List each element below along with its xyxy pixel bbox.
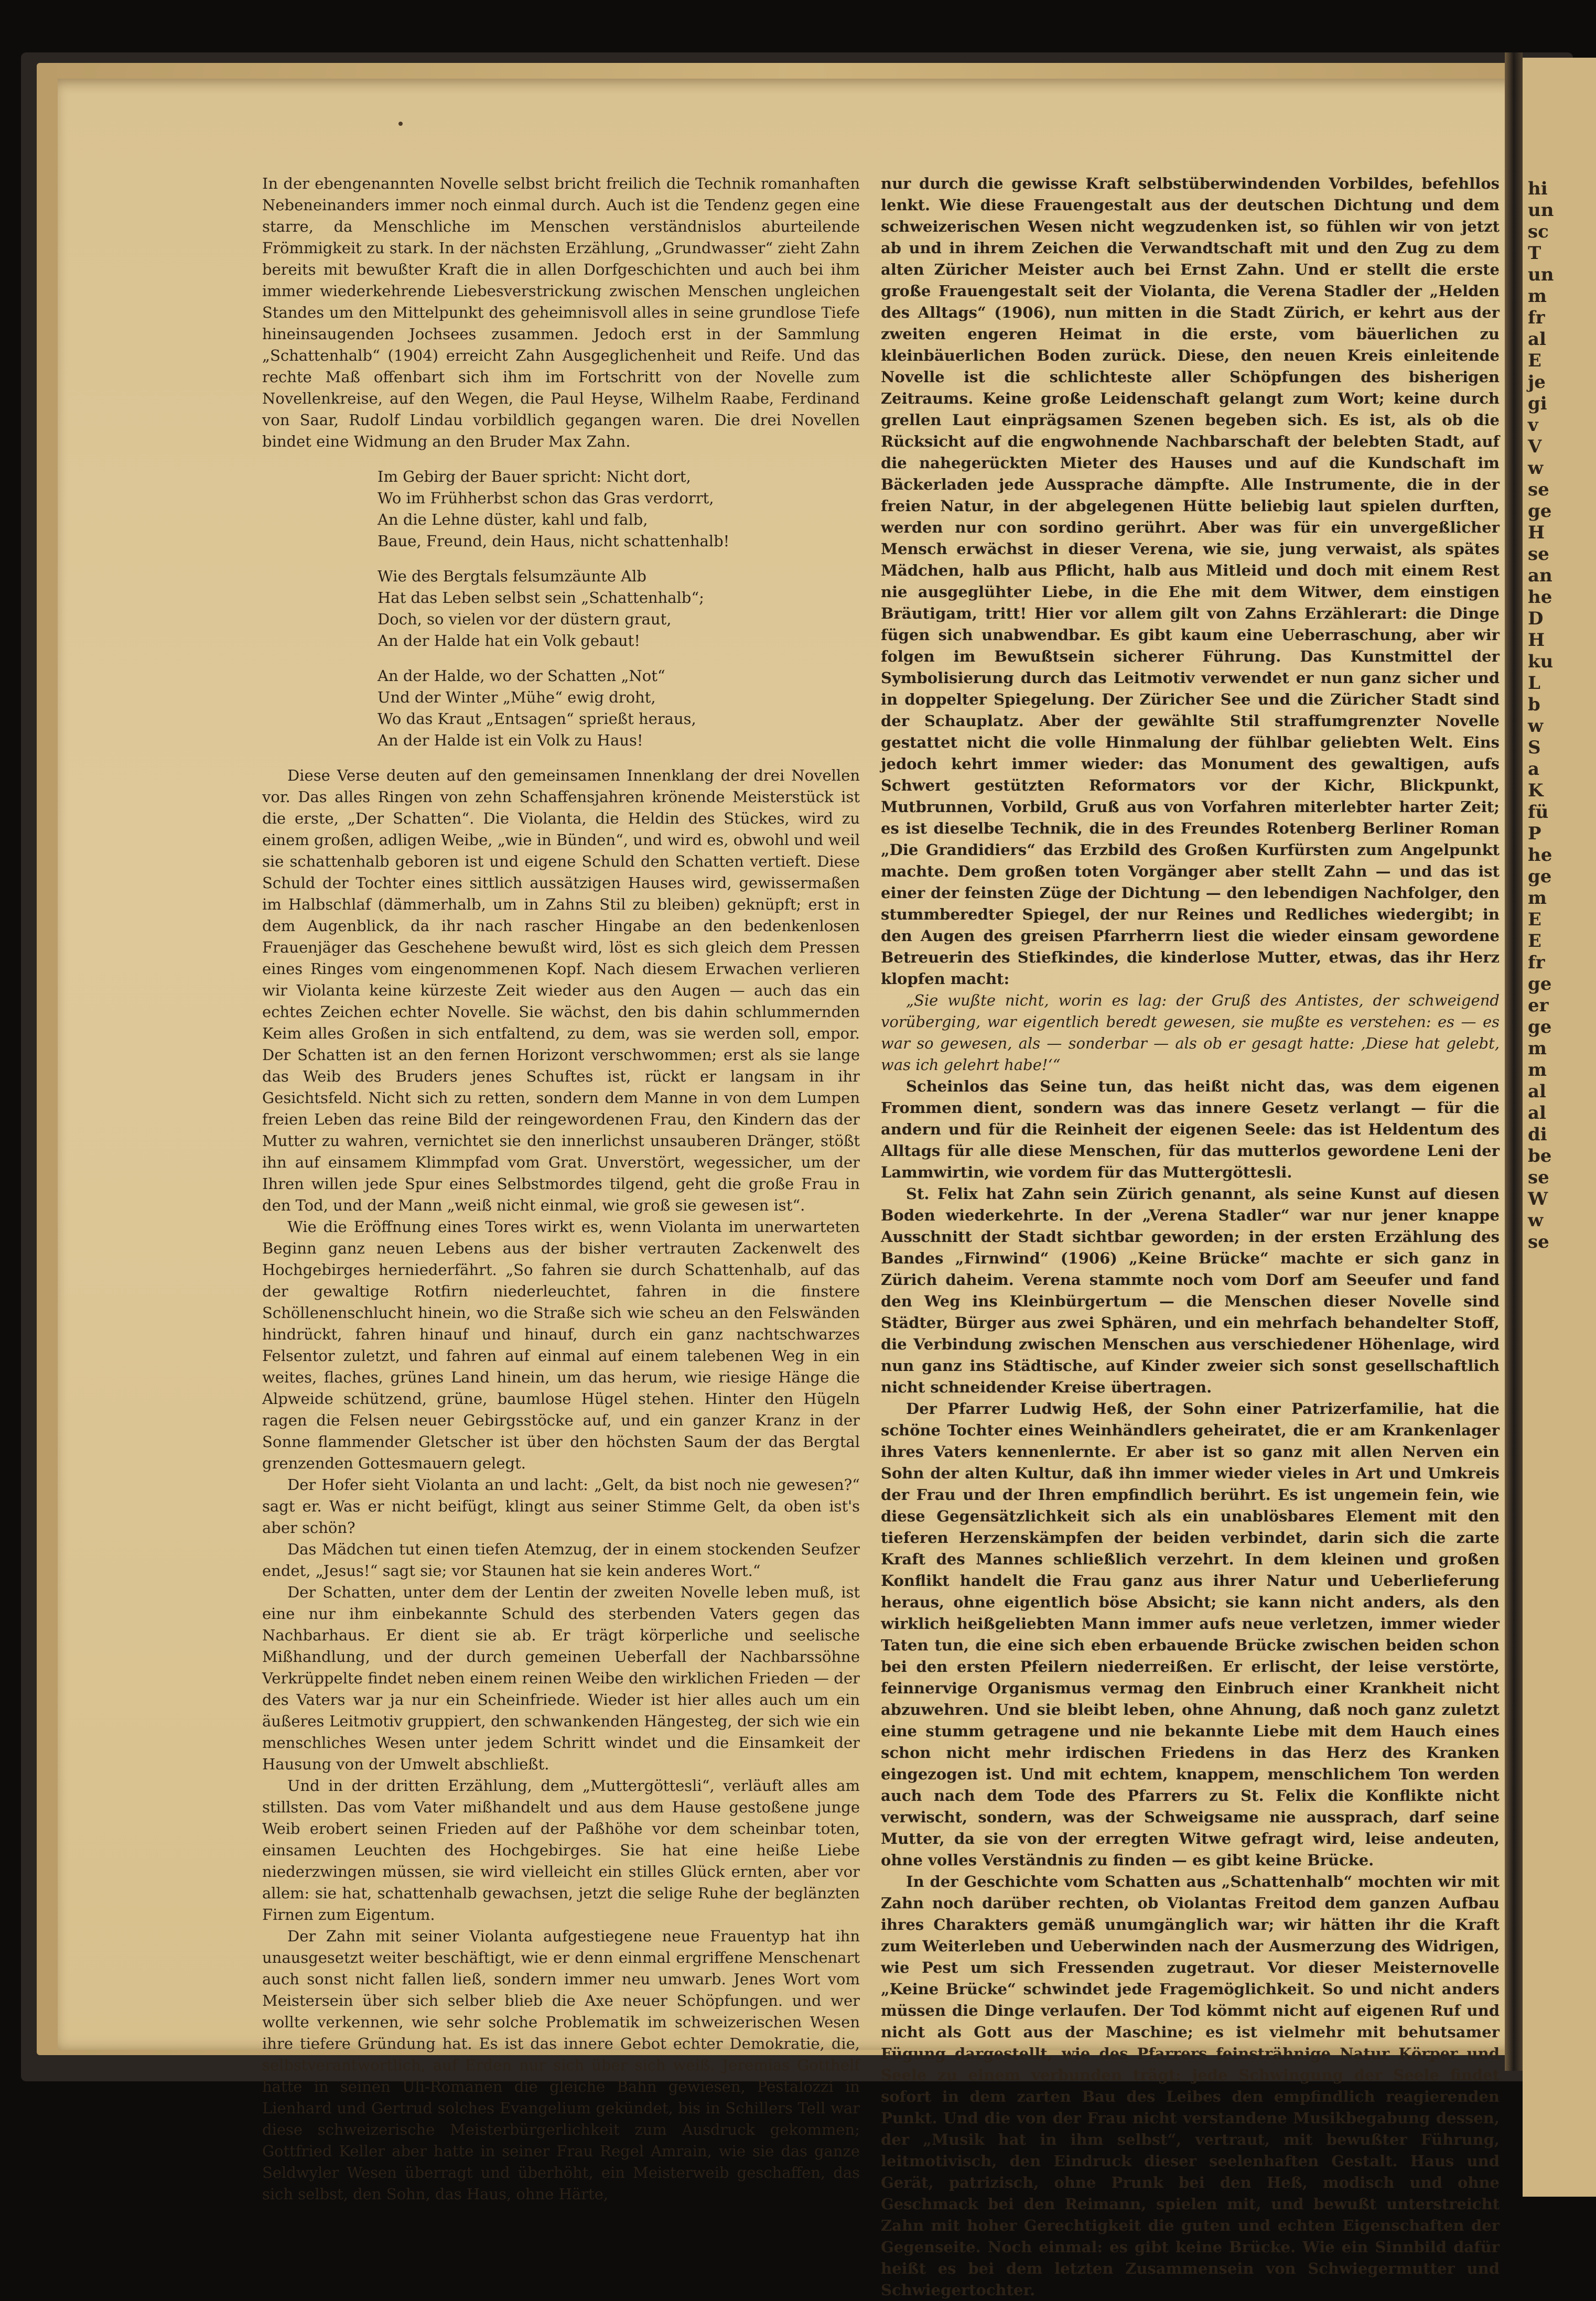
facing-page-fragment: ge [1528,866,1552,887]
facing-page-fragment: di [1528,1124,1547,1145]
poem-line: An der Halde, wo der Schatten „Not“ [378,667,665,685]
facing-page-fragment: E [1528,931,1541,952]
facing-page-fragment: je [1528,372,1546,393]
facing-page-fragment: er [1528,995,1549,1016]
book-gutter [1505,52,1523,2071]
text-column-right [881,173,1500,2301]
poem-line: An der Halde hat ein Volk gebaut! [378,632,640,650]
facing-page-fragment: W [1528,1189,1548,1209]
paragraph: In der ebengenannten Novelle selbst bricht freilich die Technik romanhaften Nebeneinanders immer noch einmal durch. Auch ist die Tendenz gegen eine starre, da Menschliche im Menschen verständnislos aburteilende Frömmigkeit zu stark. In der nächsten Erzählung, „Grundwasser“ zieht Zahn bereits mit bewußter Kraft die in allen Dorfgeschichten und auch bei ihm immer wiederkehrende Liebesverstrickung zwischen Menschen ungleichen Standes um den Mittelpunkt des geheimnisvoll alles in seine grundlose Tiefe hineinsaugenden Jochsees zusammen. Jedoch erst in der Sammlung „Schattenhalb“ (1904) erreicht Zahn Ausgeglichenheit und Reife. Und das rechte Maß offenbart sich ihm im Fortschritt von der Novelle zum Novellenkreise, auf den Wegen, die Paul Heyse, Wilhelm Raabe, Ferdinand von Saar, Rudolf Lindau vorbildlich gegangen waren. Die drei Novellen bindet eine Widmung an den Bruder Max Zahn. [262,175,860,450]
facing-page-fragment: se [1528,1231,1549,1252]
facing-page-fragment: w [1528,716,1544,737]
paragraph: Diese Verse deuten auf den gemeinsamen Innenklang der drei Novellen vor. Das alles Ringen von zehn Schaffensjahren krönende Meisterstück ist die erste, „Der Schatten“. Die Violanta, die Heldin des Stückes, wird zu einem großen, adligen Weibe, „wie in Bünden“, und wird es, obwohl und weil sie schattenhalb geboren ist und eigene Schuld den Schatten vertieft. Diese Schuld der Tochter eines sittlich aussätzigen Hauses wird, gewissermaßen im Halbschlaf (dämmerhalb, um in Zahns Stil zu bleiben) geknüpft; erst in dem Augenblick, da ihr nach rascher Hingabe an den bedenkenlosen Frauenjäger das Geschehene bewußt wird, löst es sich gleich dem Pressen eines Ringes vom eingenommenen Kopf. Nach diesem Erwachen verlieren wir Violanta keine kürzeste Zeit wieder aus den Augen — auch das ein echtes Zeichen echter Novelle. Sie wächst, den bis dahin schlummernden Keim alles Großen in sich entfaltend, zu dem, was sie werden soll, empor. Der Schatten ist an den fernen Horizont verschwommen; erst als sie lange das Weib des Bruders jenes Schuftes ist, rückt er langsam in ihr Gesichtsfeld. Nicht sich zu retten, sondern dem Manne in von dem Lumpen freien Leben das reine Bild der reingewordenen Frau, den Kindern das der Mutter zu wahren, vernichtet sie den innerlichst unsauberen Dränger, stößt ihn auf einsamem Klimmpfad vom Grat. Unverstört, wegessicher, um der Ihren willen jede Spur eines Selbstmordes tilgend, geht die große Frau in den Tod, und der Mann „weiß nicht einmal, wie groß sie gewesen ist“. [262,766,860,1214]
paragraph: Und in der dritten Erzählung, dem „Muttergöttesli“, verläuft alles am stillsten. Das vom Vater mißhandelt und aus dem Hause gestoßene junge Weib erobert seinen Frieden auf der Paßhöhe vor dem scheinbar toten, einsamen Leuchten des Hochgebirges. Sie hat eine heiße Liebe niederzwingen müssen, sie wird vielleicht ein stilles Glück ernten, aber vor allem: sie hat, schattenhalb gewachsen, jetzt die selige Ruhe der beglänzten Firnen zum Eigentum. [262,1777,860,1924]
facing-page-fragment: v [1528,415,1538,436]
paragraph: Der Hofer sieht Violanta an und lacht: „Gelt, da bist noch nie gewesen?“ sagt er. Was er nicht beifügt, klingt aus seiner Stimme Gelt, da oben ist's aber schön? [262,1476,860,1537]
facing-page-fragment: se [1528,479,1549,500]
paragraph: Wie die Eröffnung eines Tores wirkt es, wenn Violanta im unerwarteten Beginn ganz neuen Lebens aus der bisher vertrauten Zackenwelt des Hochgebirges herniederfährt. „So fahren sie durch Schattenhalb, auf das der gewaltige Rotfirn niederleuchtet, fahren in die finstere Schöllenenschlucht hinein, wo die Straße sich wie scheu an den Felswänden hindrückt, fahren hinauf und hinauf, durch ein ganz nachtschwarzes Felsentor zuletzt, und fahren auf einmal auf einem talebenen Weg in ein weites, flaches, grünes Land hinein, um das herum, wie riesige Hänge die Alpweide schützend, grüne, baumlose Hügel stehen. Hinter den Hügeln ragen die Felsen neuer Gebirgsstöcke auf, und ein ganzer Kranz in der Sonne flammender Gletscher ist über den höchsten Saum der das Bergtal grenzenden Gottesmauern gelegt. [262,1218,860,1472]
facing-page-fragment: H [1528,522,1545,543]
facing-page-fragment: m [1528,1038,1547,1059]
facing-page-fragment: he [1528,587,1552,608]
facing-page-edge [1523,58,1596,2197]
facing-page-fragment: al [1528,1081,1546,1102]
facing-page-fragment: K [1528,780,1544,801]
facing-page-fragment: a [1528,759,1540,780]
poem-stanza [378,466,860,552]
quotation: „Sie wußte nicht, worin es lag: der Gruß des Antistes, der schweigend vorüberging, war eigentlich beredt gewesen, sie mußte es verstehen: es — es war so gewesen, als — sonderbar — als ob er gesagt hatte: ‚Diese hat gelebt, was ich gelehrt habe!‘“ [881,991,1500,1074]
facing-page-fragment: be [1528,1146,1552,1166]
facing-page-fragment: un [1528,200,1554,221]
facing-page-fragment: se [1528,1167,1549,1188]
facing-page-fragment: an [1528,565,1552,586]
paragraph: St. Felix hat Zahn sein Zürich genannt, als seine Kunst auf diesen Boden wiederkehrte. In der „Verena Stadler“ war nur jener knappe Ausschnitt der Stadt sichtbar geworden; in der ersten Erzählung des Bandes „Firnwind“ (1906) „Keine Brücke“ machte er sich ganz in Zürich daheim. Verena stammte noch vom Dorf am Seeufer und fand den Weg ins Kleinbürgertum — die Menschen dieser Novelle sind Städter, Bürger aus zwei Sphären, und ein mehrfach behandelter Stoff, die Verbindung zwischen Menschen aus verschiedener Höhenlage, wird nun ganz ins Städtische, auf Kinder zweier sich sonst gesellschaftlich nicht schneidender Kreise übertragen. [881,1185,1500,1396]
facing-page-fragment: m [1528,1060,1547,1081]
paragraph: Der Pfarrer Ludwig Heß, der Sohn einer Patrizerfamilie, hat die schöne Tochter eines Weinhändlers geheiratet, die er am Krankenlager ihres Vaters kennenlernte. Er aber ist so ganz mit allen Nerven ein Sohn der alten Kultur, daß ihn immer wieder vieles in Art und Umkreis der Frau und der Ihren empfindlich berührt. Es ist ungemein fein, wie diese Gegensätzlichkeit sich als ein unablösbares Element mit den tieferen Herzenskämpfen der beiden verbindet, darin sich die zarte Kraft des Mannes schließlich verzehrt. In dem kleinen und großen Konflikt handelt die Frau ganz aus ihrer Natur und Ueberlieferung heraus, ohne eigentlich böse Absicht; sie kann nicht anders, als den wirklich heißgeliebten Mann immer aufs neue verletzen, immer wieder Taten tun, die eine sich eben erbauende Brücke zwischen beiden schon bei den ersten Pfeilern niederreißen. Er erlischt, der leise verstörte, feinnervige Organismus vermag den Einbruch einer Krankheit nicht abzuwehren. Und sie bleibt leben, ohne Ahnung, daß noch ganz zuletzt eine stumm getragene und nie bekannte Liebe mit dem Hauch eines schon nicht mehr irdischen Friedens in das Herz des Kranken eingezogen ist. Und mit echtem, knappem, menschlichem Ton werden auch nach dem Tode des Pfarrers zu St. Felix die Konflikte nicht verwischt, sondern, was der Schweigsame nie aussprach, darf seine Mutter, da sie von der erregten Witwe gefragt wird, leise andeuten, ohne volles Verständnis zu finden — es gibt keine Brücke. [881,1400,1500,1869]
facing-page-fragment: sc [1528,221,1549,242]
facing-page-fragment: S [1528,737,1541,758]
poem [378,466,860,751]
facing-page-fragment: al [1528,329,1546,350]
facing-page-fragment: fü [1528,802,1549,823]
poem-line: Und der Winter „Mühe“ ewig droht, [378,688,656,706]
facing-page-fragment: w [1528,458,1544,479]
facing-page-fragment: b [1528,694,1540,715]
facing-page-fragment: fr [1528,307,1545,328]
paragraph: Das Mädchen tut einen tiefen Atemzug, der in einem stockenden Seufzer endet, „Jesus!“ sagt sie; vor Staunen hat sie kein anderes Wort.“ [262,1540,860,1580]
poem-line: An der Halde ist ein Volk zu Haus! [378,731,643,749]
facing-page-fragment: P [1528,823,1541,844]
poem-line: Wo im Frühherbst schon das Gras verdorrt, [378,489,714,507]
facing-page-fragment: he [1528,845,1552,866]
poem-line: Doch, so vielen vor der düstern graut, [378,610,672,628]
facing-page-fragment: ge [1528,1017,1552,1038]
facing-page-fragment: L [1528,673,1540,694]
poem-line: Hat das Leben selbst sein „Schattenhalb“; [378,589,704,607]
facing-page-fragment: D [1528,608,1544,629]
facing-page-fragment: gi [1528,393,1547,414]
facing-page-fragment: ge [1528,501,1552,522]
text-column-left [262,173,860,2205]
facing-page-fragment: hi [1528,178,1548,199]
facing-page-fragment: un [1528,264,1554,285]
facing-page-fragment: H [1528,630,1545,651]
poem-line: Wie des Bergtals felsumzäunte Alb [378,567,646,585]
facing-page-fragment: fr [1528,952,1545,973]
paragraph: nur durch die gewisse Kraft selbstüberwindenden Vorbildes, befehllos lenkt. Wie diese Frauengestalt aus der deutschen Dichtung und dem schweizerischen Wesen nicht wegzudenken ist, so fühlen wir von jetzt ab und in ihrem Zeichen die Verwandtschaft mit und den Zug zu dem alten Züricher Meister auch bei Ernst Zahn. Und er stellt die erste große Frauengestalt seit der Violanta, die Verena Stadler der „Helden des Alltags“ (1906), nun mitten in die Stadt Zürich, er kehrt aus der zweiten engeren Heimat in die erste, vom bäuerlichen zu kleinbäuerlichen Boden zurück. Diese, den neuen Kreis einleitende Novelle ist die schlichteste aller Schöpfungen des bisherigen Zeitraums. Keine große Leidenschaft gelangt zum Wort; keine durch grellen Laut einprägsamen Szenen begeben sich. Es ist, als ob die Rücksicht auf die engwohnende Nachbarschaft der belebten Stadt, auf die nahegerückten Mieter des Hauses und auf die Kundschaft im Bäckerladen jede Aussprache dämpfte. Alle Instrumente, die in der freien Natur, in der abgelegenen Hütte beliebig laut spielen durften, werden nur con sordino gerührt. Aber was für ein unvergeßlicher Mensch erwächst in dieser Verena, wie sie, jung verwaist, als spätes Mädchen, halb aus Pflicht, halb aus Mitleid und doch mit einem Rest nie ausgeglühter Liebe, in die Ehe mit dem Witwer, dem einstigen Bräutigam, tritt! Hier vor allem gilt von Zahns Erzählerart: die Dinge fügen sich unabwendbar. Es gibt kaum eine Ueberraschung, aber wir folgen im Bewußtsein sicherer Führung. Das Kunstmittel der Symbolisierung durch das Leitmotiv verwendet er nun ganz sicher und in doppelter Spiegelung. Der Züricher See und die Züricher Stadt sind der Schauplatz. Aber der gewählte Stil straffumgrenzter Novelle gestattet nicht die volle Hinmalung der fühlbar geliebten Welt. Eins jedoch kehrt immer wieder: das Monument des gewaltigen, aufs Schwert gestützten Reformators vor der Kichr, Blickpunkt, Mutbrunnen, Vorbild, Gruß aus von Vorfahren miterlebter harter Zeit; es ist dieselbe Technik, die in des Freundes Rotenberg Berliner Roman „Die Grandidiers“ das Erzbild des Großen Kurfürsten zum Angelpunkt machte. Dem großen toten Vorgänger aber stellt Zahn — und das ist einer der feinsten Züge der Dichtung — den lebendigen Nachfolger, den stummberedter Spiegel, der nur Reines und Redliches wiedergibt; in den Augen des greisen Pfarrherrn liest die wieder einsam gewordene Betreuerin des Stiefkindes, die kinderlose Mutter, etwas, das ihr Herz klopfen macht: [881,175,1500,988]
facing-page-fragment: m [1528,888,1547,909]
facing-page-fragment: ku [1528,651,1554,672]
facing-page-fragment: se [1528,544,1549,565]
ink-spot [398,122,403,126]
facing-page-fragment: m [1528,286,1547,307]
facing-page-fragment: al [1528,1103,1546,1124]
poem-line: Im Gebirg der Bauer spricht: Nicht dort, [378,468,691,485]
facing-page-fragment: E [1528,909,1541,930]
paragraph: Scheinlos das Seine tun, das heißt nicht das, was dem eigenen Frommen dient, sondern was das innere Gesetz verlangt — für die andern und für die Reinheit der eigenen Seele: das ist Heldentum des Alltags für alle diese Menschen, für das mutterlos gewordene Leni der Lammwirtin, wie vordem für das Muttergöttesli. [881,1077,1500,1181]
paragraph: Der Schatten, unter dem der Lentin der zweiten Novelle leben muß, ist eine nur ihm einbekannte Schuld des sterbenden Vaters gegen das Nachbarhaus. Er dient sie ab. Er trägt körperliche und seelische Mißhandlung, und der durch gemeinen Ueberfall der Nachbarssöhne Verkrüppelte findet neben einem reinen Weibe den wirklichen Frieden — der des Vaters war ja nur ein Scheinfriede. Wieder ist hier alles auch um ein äußeres Leitmotiv gruppiert, den schwankenden Hängesteg, der sich wie ein menschliches Wesen unter jedem Schritt windet und die Einsamkeit der Hausung von der Umwelt abschließt. [262,1583,860,1773]
paragraph: Der Zahn mit seiner Violanta aufgestiegene neue Frauentyp hat ihn unausgesetzt weiter beschäftigt, wie er denn einmal ergriffene Menschenart auch sonst nicht fallen ließ, sondern immer neu umwarb. Jenes Wort vom Meistersein über sich selber blieb die Axe neuer Schöpfungen. und wer wollte verkennen, wie sehr solche Problematik im schweizerischen Wesen ihre tiefere Gründung hat. Es ist das innere Gebot echter Demokratie, die, selbstverantwortlich, auf Erden nur sich über sich weiß. Jeremias Gotthelf hatte in seinen Uli-Romanen die gleiche Bahn gewiesen, Pestalozzi in Lienhard und Gertrud solches Evangelium gekündet, bis in Schillers Tell war diese schweizerische Meisterbürgerlichkeit zum Ausdruck gekommen; Gottfried Keller aber hatte in seiner Frau Regel Amrain, wie sie das ganze Seldwyler Wesen überragt und überhöht, ein Meisterweib geschaffen, das sich selbst, den Sohn, das Haus, ohne Härte, [262,1927,860,2203]
facing-page-fragment: E [1528,350,1541,371]
facing-page-fragment: w [1528,1210,1544,1231]
paragraph: In der Geschichte vom Schatten aus „Schattenhalb“ mochten wir mit Zahn noch darüber rechten, ob Violantas Freitod dem ganzen Aufbau ihres Charakters gemäß unumgänglich war; wir hätten ihr die Kraft zum Weiterleben und Ueberwinden nach der Ausmerzung des Widrigen, wie Pest um sich Fressenden zugetraut. Vor dieser Meisternovelle „Keine Brücke“ schwindet jede Fragemöglichkeit. So und nicht anders müssen die Dinge verlaufen. Der Tod kömmt nicht auf eigenen Ruf und nicht als Gott aus der Maschine; es ist vielmehr mit behutsamer Fügung dargestellt, wie des Pfarrers feinsträhnige Natur Körper und Seele zu einem verbunden trägt: jede Schwingung der Seele findet sofort in dem zarten Bau des Leibes den empfindlich reagierenden Punkt. Und die von der Frau nicht verstandene Musikbegabung dessen, der „Musik hat in ihm selbst“, vertraut, mit bewußter Führung, leitmotivisch, den Eindruck dieser seelenhaften Gestalt. Haus und Gerät, patrizisch, ohne Prunk bei den Heß, modisch und ohne Geschmack bei den Reimann, spielen mit, und bewußt unterstreicht Zahn mit hoher Gerechtigkeit die guten und echten Eigenschaften der Gegenseite. Noch einmal: es gibt keine Brücke. Wie ein Sinnbild dafür heißt es bei dem letzten Zusammensein von Schwiegermutter und Schwiegertochter. [881,1873,1500,2299]
facing-page-fragment: ge [1528,974,1552,995]
poem-stanza [378,566,860,652]
poem-line: An die Lehne düster, kahl und falb, [378,511,648,528]
poem-line: Baue, Freund, dein Haus, nicht schattenhalb! [378,532,730,550]
poem-line: Wo das Kraut „Entsagen“ sprießt heraus, [378,710,696,728]
facing-page-fragment: T [1528,243,1541,264]
facing-page-fragment: V [1528,436,1542,457]
poem-stanza [378,665,860,751]
